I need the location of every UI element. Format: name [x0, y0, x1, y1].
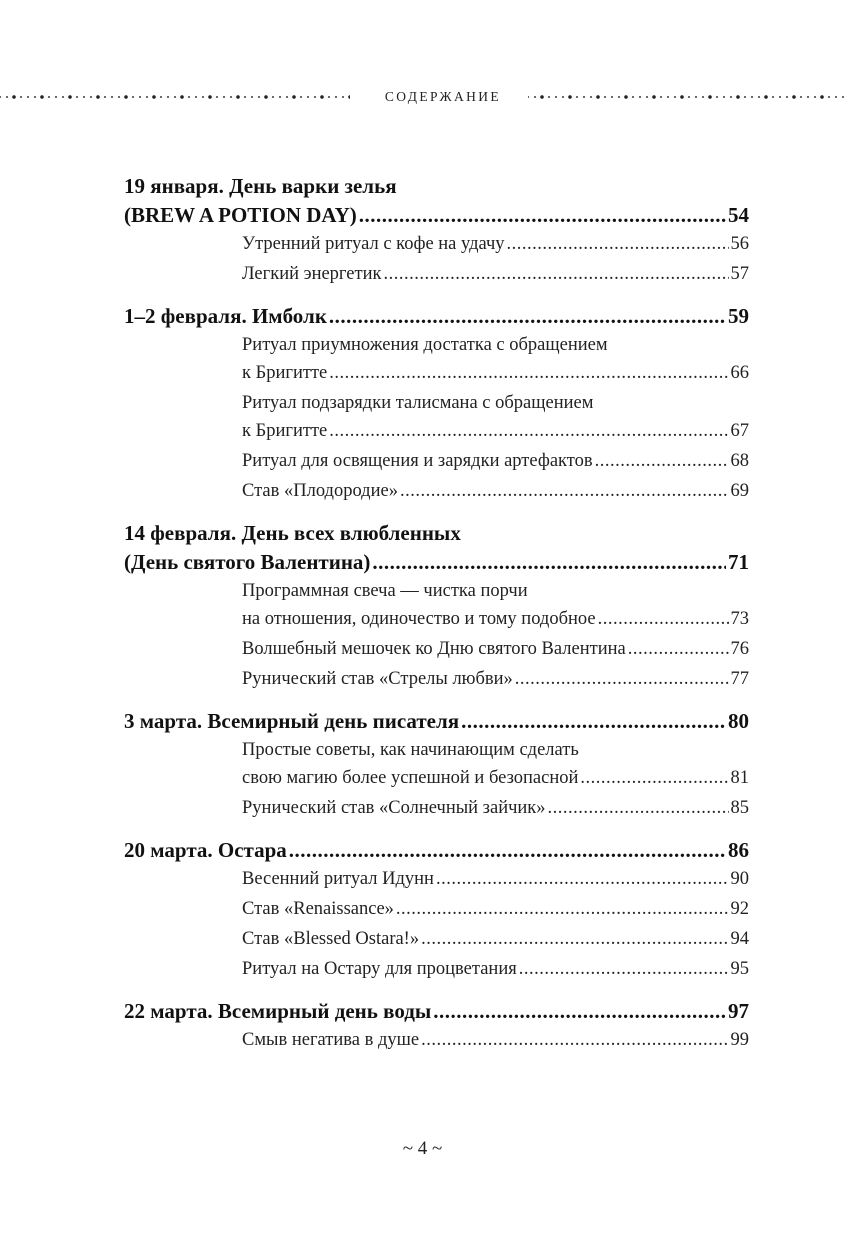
dot-leader	[421, 1026, 728, 1054]
chapter-title	[124, 519, 749, 577]
subsection-page-number: 90	[730, 869, 749, 889]
subsection-title-line: Программная свеча — чистка порчи	[242, 581, 528, 601]
dot-leader	[595, 447, 729, 475]
chapter-title-line: 22 марта. Всемирный день воды	[124, 999, 432, 1023]
dot-leader	[383, 260, 728, 288]
subsection-title-line: к Бригитте	[242, 363, 328, 383]
subsection-page-number: 68	[730, 451, 749, 471]
subsection-row	[242, 764, 749, 792]
subsection-row	[242, 359, 749, 387]
dot-leader	[598, 605, 729, 633]
subsection-page-number: 73	[730, 609, 749, 629]
subsection-title-line: свою магию более успешной и безопасной	[242, 768, 579, 788]
chapter-title-line: 19 января. День варки зелья	[124, 174, 397, 198]
subsection-item	[242, 477, 749, 505]
subsection-row	[242, 895, 749, 923]
subsection-page-number: 92	[730, 899, 749, 919]
subsection-title-line: на отношения, одиночество и тому подобное	[242, 609, 596, 629]
dot-leader	[519, 955, 729, 983]
subsection-row	[242, 955, 749, 983]
subsection-list	[124, 230, 749, 288]
subsection-item	[242, 331, 749, 387]
subsection-row	[242, 794, 749, 822]
chapter-title	[124, 997, 749, 1026]
subsection-page-number: 85	[730, 798, 749, 818]
subsection-row	[242, 865, 749, 893]
subsection-list	[124, 331, 749, 505]
subsection-item	[242, 1026, 749, 1054]
subsection-row	[242, 477, 749, 505]
chapter-title-line: (BREW A POTION DAY)	[124, 203, 357, 227]
subsection-title-line: Простые советы, как начинающим сделать	[242, 740, 579, 760]
chapter-title-row	[124, 201, 749, 230]
subsection-list	[124, 865, 749, 983]
chapter-title-row	[124, 707, 749, 736]
dot-leader	[433, 997, 726, 1026]
subsection-title-line: Легкий энергетик	[242, 264, 382, 284]
chapter-page-number: 80	[728, 709, 749, 733]
subsection-row	[242, 260, 749, 288]
subsection-page-number: 95	[730, 959, 749, 979]
chapter-title-line: (День святого Валентина)	[124, 550, 371, 574]
dot-leader	[580, 764, 728, 792]
dot-leader	[359, 201, 726, 230]
dot-leader	[400, 477, 729, 505]
toc-chapter	[124, 997, 749, 1054]
chapter-title-row	[124, 302, 749, 331]
subsection-item	[242, 447, 749, 475]
subsection-item	[242, 635, 749, 663]
subsection-page-number: 94	[730, 929, 749, 949]
dot-leader	[515, 665, 729, 693]
subsection-page-number: 81	[730, 768, 749, 788]
toc-chapter	[124, 172, 749, 288]
subsection-title-line: Весенний ритуал Идунн	[242, 869, 434, 889]
subsection-item	[242, 260, 749, 288]
dot-leader	[372, 548, 726, 577]
subsection-title-line: Утренний ритуал с кофе на удачу	[242, 234, 505, 254]
subsection-list	[124, 736, 749, 822]
subsection-page-number: 69	[730, 481, 749, 501]
chapter-title-row	[124, 836, 749, 865]
chapter-title-line: 14 февраля. День всех влюбленных	[124, 521, 461, 545]
subsection-row	[242, 925, 749, 953]
chapter-title-row	[124, 548, 749, 577]
dot-leader	[507, 230, 729, 258]
subsection-title-line: Рунический став «Солнечный зайчик»	[242, 798, 546, 818]
chapter-page-number: 54	[728, 203, 749, 227]
dot-leader	[461, 707, 726, 736]
subsection-row	[242, 635, 749, 663]
dot-leader	[628, 635, 729, 663]
subsection-list	[124, 577, 749, 693]
subsection-list	[124, 1026, 749, 1054]
subsection-item	[242, 794, 749, 822]
chapter-page-number: 59	[728, 304, 749, 328]
toc-chapter	[124, 519, 749, 693]
table-of-contents	[124, 172, 749, 1068]
running-header	[0, 86, 845, 108]
subsection-row	[242, 1026, 749, 1054]
page-number: ~ 4 ~	[402, 1138, 443, 1159]
chapter-title	[124, 302, 749, 331]
subsection-title-line: Ритуал приумножения достатка с обращением	[242, 335, 608, 355]
subsection-row	[242, 665, 749, 693]
subsection-page-number: 67	[730, 421, 749, 441]
subsection-page-number: 56	[730, 234, 749, 254]
subsection-row	[242, 230, 749, 258]
header-ornament-right	[528, 94, 845, 100]
dot-leader	[436, 865, 729, 893]
subsection-item	[242, 955, 749, 983]
subsection-item	[242, 389, 749, 445]
subsection-page-number: 76	[730, 639, 749, 659]
subsection-title-line: Ритуал для освящения и зарядки артефактов	[242, 451, 593, 471]
subsection-item	[242, 895, 749, 923]
subsection-row	[242, 447, 749, 475]
chapter-title	[124, 836, 749, 865]
chapter-title	[124, 707, 749, 736]
subsection-item	[242, 665, 749, 693]
dot-leader	[396, 895, 729, 923]
toc-chapter	[124, 302, 749, 505]
chapter-page-number: 71	[728, 550, 749, 574]
subsection-item	[242, 230, 749, 258]
subsection-title-line: к Бригитте	[242, 421, 328, 441]
subsection-row	[242, 605, 749, 633]
toc-chapter	[124, 707, 749, 822]
dot-leader	[289, 836, 726, 865]
dot-leader	[548, 794, 729, 822]
dot-leader	[329, 417, 728, 445]
header-ornament-left	[0, 94, 350, 100]
subsection-row	[242, 417, 749, 445]
subsection-page-number: 99	[730, 1030, 749, 1050]
subsection-item	[242, 865, 749, 893]
chapter-title-line: 20 марта. Остара	[124, 838, 287, 862]
subsection-title-line: Ритуал подзарядки талисмана с обращением	[242, 393, 594, 413]
chapter-title-row	[124, 997, 749, 1026]
chapter-title	[124, 172, 749, 230]
subsection-title-line: Став «Blessed Ostara!»	[242, 929, 420, 949]
subsection-item	[242, 577, 749, 633]
subsection-title-line: Волшебный мешочек ко Дню святого Валентина	[242, 639, 626, 659]
subsection-item	[242, 925, 749, 953]
subsection-title-line: Рунический став «Стрелы любви»	[242, 669, 513, 689]
dot-leader	[421, 925, 728, 953]
chapter-title-line: 3 марта. Всемирный день писателя	[124, 709, 460, 733]
chapter-title-line: 1–2 февраля. Имболк	[124, 304, 327, 328]
chapter-page-number: 86	[728, 838, 749, 862]
chapter-page-number: 97	[728, 999, 749, 1023]
subsection-title-line: Смыв негатива в душе	[242, 1030, 420, 1050]
header-title: СОДЕРЖАНИЕ	[384, 89, 502, 104]
subsection-page-number: 57	[730, 264, 749, 284]
subsection-page-number: 66	[730, 363, 749, 383]
subsection-title-line: Став «Renaissance»	[242, 899, 394, 919]
dot-leader	[329, 302, 726, 331]
subsection-title-line: Ритуал на Остару для процветания	[242, 959, 517, 979]
subsection-page-number: 77	[730, 669, 749, 689]
subsection-item	[242, 736, 749, 792]
dot-leader	[329, 359, 728, 387]
subsection-title-line: Став «Плодородие»	[242, 481, 398, 501]
toc-chapter	[124, 836, 749, 983]
